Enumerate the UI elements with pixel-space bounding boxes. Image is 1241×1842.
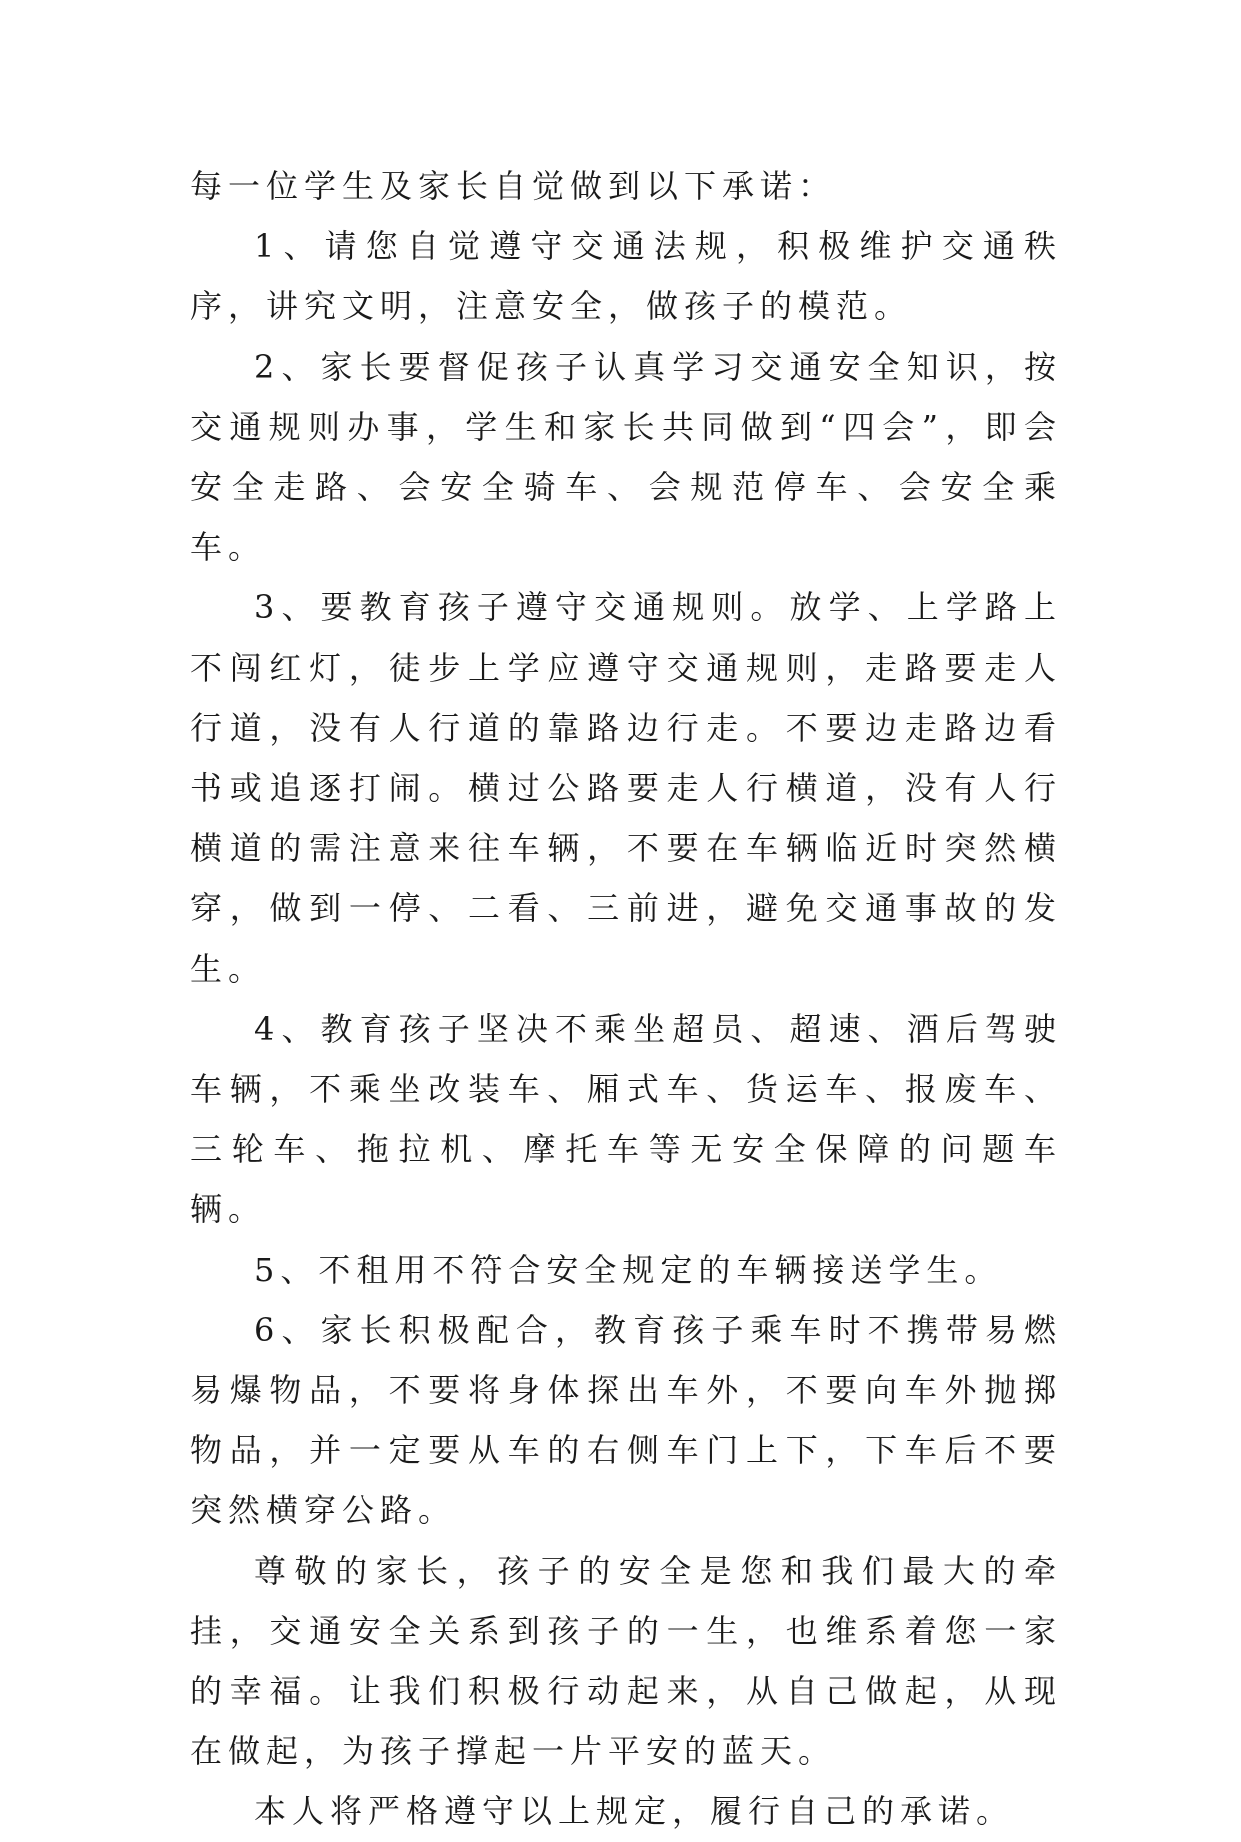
- paragraph-item-6: 6、家长积极配合，教育孩子乘车时不携带易燃易爆物品，不要将身体探出车外，不要向车外抛掷物品，并一定要从车的右侧车门上下，下车后不要突然横穿公路。: [190, 1310, 1062, 1530]
- paragraph-intro: 每一位学生及家长自觉做到以下承诺：: [190, 167, 837, 205]
- paragraph-item-3: 3、要教育孩子遵守交通规则。放学、上学路上不闯红灯，徒步上学应遵守交通规则，走路要走人行道，没有人行道的靠路边行走。不要边走路边看书或追逐打闹。横过公路要走人行横道，没有人行横道的需注意来往车辆，不要在车辆临近时突然横穿，做到一停、二看、三前进，避免交通事故的发生。: [190, 588, 1062, 988]
- paragraph-pledge: 本人将严格遵守以上规定，履行自己的承诺。: [254, 1792, 1015, 1831]
- paragraph-item-4: 4、教育孩子坚决不乘坐超员、超速、酒后驾驶车辆，不乘坐改装车、厢式车、货运车、报废车、三轮车、拖拉机、摩托车等无安全保障的问题车辆。: [190, 1009, 1062, 1229]
- paragraph-appeal: 尊敬的家长，孩子的安全是您和我们最大的牵挂，交通安全关系到孩子的一生，也维系着您一家的幸福。让我们积极行动起来，从自己做起，从现在做起，为孩子撑起一片平安的蓝天。: [190, 1551, 1062, 1771]
- paragraph-item-1: 1、请您自觉遵守交通法规，积极维护交通秩序，讲究文明，注意安全，做孩子的模范。: [190, 227, 1062, 326]
- document-body: [190, 156, 1062, 1842]
- paragraph-item-2: 2、家长要督促孩子认真学习交通安全知识，按交通规则办事，学生和家长共同做到“四会”，即会安全走路、会安全骑车、会规范停车、会安全乘车。: [190, 347, 1062, 567]
- paragraph-item-5: 5、不租用不符合安全规定的车辆接送学生。: [254, 1250, 1003, 1289]
